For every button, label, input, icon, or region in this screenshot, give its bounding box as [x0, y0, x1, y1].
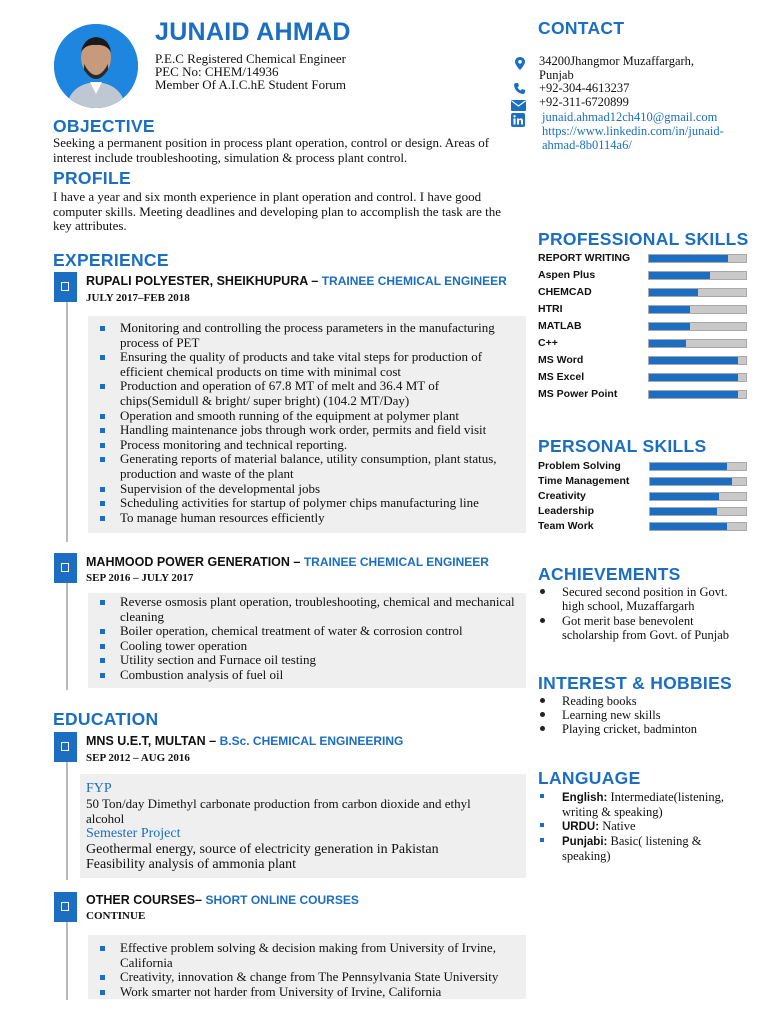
phone-2[interactable]: +92-311-6720899	[539, 95, 629, 109]
skill-name: Aspen Plus	[538, 269, 596, 281]
job-2-title: MAHMOOD POWER GENERATION – TRAINEE CHEMICAL ENGINEER	[86, 555, 489, 569]
professional-skill-row	[538, 303, 748, 320]
skill-bar-track	[648, 305, 747, 314]
skill-name: Problem Solving	[538, 460, 621, 472]
education-heading: EDUCATION	[53, 709, 159, 729]
list-item: Ensuring the quality of products and take vital steps for production of efficient chemical products on time with minimal cost	[92, 350, 516, 379]
list-item: Cooling tower operation	[92, 639, 516, 654]
skill-bar-fill	[650, 508, 717, 515]
list-item: Secured second position in Govt. high school, Muzaffargarh	[538, 585, 743, 613]
skill-bar-track	[648, 254, 747, 263]
education-details-panel	[80, 774, 526, 878]
list-item: Supervision of the developmental jobs	[92, 482, 516, 497]
list-item: Operation and smooth running of the equipment at polymer plant	[92, 409, 516, 424]
objective-heading: OBJECTIVE	[53, 116, 155, 136]
professional-skill-row	[538, 354, 748, 371]
profile-heading: PROFILE	[53, 168, 131, 188]
personal-skills-heading: PERSONAL SKILLS	[538, 436, 707, 456]
skill-bar-fill	[649, 255, 728, 262]
list-item: Punjabi: Basic( listening & speaking)	[538, 834, 738, 863]
skill-bar-track	[649, 462, 747, 471]
header-line-membership: Member Of A.I.C.hE Student Forum	[155, 77, 347, 92]
job-2-duties-list	[88, 593, 526, 683]
skill-name: Leadership	[538, 505, 595, 517]
linkedin-url-line[interactable]: ahmad-8b0114a6/	[542, 137, 632, 152]
job-2-dates: SEP 2016 – JULY 2017	[86, 572, 194, 584]
list-item: Generating reports of material balance, utility consumption, plant status, production and waste of the plant	[92, 452, 516, 481]
job-1-dates: JULY 2017–FEB 2018	[86, 292, 190, 304]
courses-panel	[88, 935, 526, 999]
job-1-duties-list	[88, 316, 526, 525]
experience-heading: EXPERIENCE	[53, 250, 169, 270]
job-1-title: RUPALI POLYESTER, SHEIKHUPURA – TRAINEE CHEMICAL ENGINEER	[86, 274, 507, 288]
professional-skill-row	[538, 388, 748, 405]
list-item: URDU: Native	[538, 819, 738, 834]
objective-text: Seeking a permanent position in process plant operation, control or design. Areas of interest include troubleshooting, simulation & process plant control.	[53, 135, 490, 165]
skill-bar-fill	[649, 340, 686, 347]
interests-heading: INTEREST & HOBBIES	[538, 673, 733, 693]
list-item: Process monitoring and technical reporting.	[92, 438, 516, 453]
skill-bar-fill	[649, 272, 710, 279]
professional-skill-row	[538, 371, 748, 388]
list-item: Utility section and Furnace oil testing	[92, 653, 516, 668]
address	[539, 55, 694, 82]
timeline-line	[66, 762, 68, 880]
linkedin-icon	[511, 113, 525, 127]
professional-skill-row	[538, 320, 748, 337]
skill-name: CHEMCAD	[538, 286, 592, 298]
phone-icon	[514, 83, 525, 94]
list-item: Reading books	[538, 694, 743, 708]
job-1-duties-panel	[88, 316, 526, 533]
skill-name: REPORT WRITING	[538, 252, 631, 264]
professional-skill-row	[538, 252, 748, 269]
fyp-text: 50 Ton/day Dimethyl carbonate production from carbon dioxide and ethyl alcohol	[86, 796, 471, 826]
skill-bar-track	[648, 322, 747, 331]
skill-bar-track	[648, 271, 747, 280]
linkedin-url-line[interactable]: https://www.linkedin.com/in/junaid-	[542, 124, 724, 138]
phone-1[interactable]: +92-304-4613237	[539, 81, 630, 95]
skill-bar-fill	[650, 523, 727, 530]
personal-skill-row	[538, 520, 748, 537]
briefcase-icon	[54, 272, 77, 302]
professional-skill-row	[538, 337, 748, 354]
list-item: English: Intermediate(listening, writing & speaking)	[538, 790, 738, 819]
email-icon	[511, 100, 526, 111]
education-title: MNS U.E.T, MULTAN – B.Sc. CHEMICAL ENGINEERING	[86, 734, 404, 748]
list-item: Effective problem solving & decision making from University of Irvine, California	[92, 941, 516, 970]
list-item: Combustion analysis of fuel oil	[92, 668, 516, 683]
list-item: Creativity, innovation & change from The Pennsylvania State University	[92, 970, 516, 985]
header-line-pec-registration: P.E.C Registered Chemical Engineer	[155, 51, 346, 66]
skill-bar-fill	[649, 306, 690, 313]
profile-text: I have a year and six month experience in plant operation and control. I have good computer skills. Meeting deadlines and developing plan to accomplish the task are the key attributes.	[53, 189, 502, 233]
skill-bar-fill	[649, 323, 690, 330]
language-heading: LANGUAGE	[538, 768, 641, 788]
candidate-name: JUNAID AHMAD	[155, 18, 351, 46]
skill-name: Time Management	[538, 475, 630, 487]
profile-photo	[54, 24, 138, 108]
professional-skills-heading: PROFESSIONAL SKILLS	[538, 229, 749, 249]
language-list	[538, 790, 738, 863]
list-item: Scheduling activities for startup of polymer chips manufacturing line	[92, 496, 516, 511]
skill-bar-fill	[649, 374, 738, 381]
courses-status: CONTINUE	[86, 910, 146, 922]
skill-bar-track	[649, 522, 747, 531]
list-item: To manage human resources efficiently	[92, 511, 516, 526]
email-link[interactable]: junaid.ahmad12ch410@gmail.com	[542, 110, 718, 124]
list-item: Monitoring and controlling the process parameters in the manufacturing process of PET	[92, 321, 516, 350]
skill-bar-fill	[649, 391, 738, 398]
courses-title: OTHER COURSES– SHORT ONLINE COURSES	[86, 893, 359, 907]
list-item: Work smarter not harder from University of Irvine, California	[92, 985, 516, 1000]
certificate-icon	[54, 892, 77, 922]
list-item: Production and operation of 67.8 MT of melt and 36.4 MT of chips(Semidull & bright/ super bright) (104.2 MT/Day)	[92, 379, 516, 408]
timeline-line	[66, 922, 68, 1000]
skill-bar-track	[648, 288, 747, 297]
skill-name: MS Excel	[538, 371, 585, 383]
skill-bar-track	[649, 492, 747, 501]
professional-skill-row	[538, 286, 748, 303]
semester-project-line: Feasibility analysis of ammonia plant	[86, 857, 296, 872]
job-2-duties-panel	[88, 593, 526, 688]
professional-skill-row	[538, 269, 748, 286]
skill-bar-track	[648, 339, 747, 348]
briefcase-icon	[54, 553, 77, 583]
fyp-label: FYP	[86, 781, 112, 796]
skill-name: Team Work	[538, 520, 594, 532]
graduation-icon	[54, 732, 77, 762]
linkedin-link[interactable]	[542, 125, 724, 152]
skill-name: HTRI	[538, 303, 563, 315]
skill-bar-track	[648, 373, 747, 382]
skill-name: MATLAB	[538, 320, 582, 332]
skill-name: MS Power Point	[538, 388, 618, 400]
list-item: Reverse osmosis plant operation, troubleshooting, chemical and mechanical cleaning	[92, 595, 516, 624]
address-line: 34200Jhangmor Muzaffargarh,	[539, 54, 695, 68]
skill-name: Creativity	[538, 490, 586, 502]
courses-list	[88, 935, 526, 999]
skill-bar-track	[648, 356, 747, 365]
person-silhouette-icon	[54, 24, 138, 108]
list-item: Learning new skills	[538, 708, 743, 722]
timeline-line	[66, 300, 68, 542]
skill-bar-fill	[649, 357, 738, 364]
skill-name: C++	[538, 337, 558, 349]
list-item: Got merit base benevolent scholarship from Govt. of Punjab	[538, 614, 743, 642]
skill-bar-track	[649, 477, 747, 486]
skill-bar-fill	[649, 289, 698, 296]
list-item: Playing cricket, badminton	[538, 722, 743, 736]
list-item: Handling maintenance jobs through work order, permits and field visit	[92, 423, 516, 438]
skill-bar-fill	[650, 463, 727, 470]
skill-bar-fill	[650, 478, 732, 485]
skill-bar-track	[649, 507, 747, 516]
skill-bar-track	[648, 390, 747, 399]
interests-list	[538, 694, 743, 736]
skill-bar-fill	[650, 493, 719, 500]
header-line-pec-number: PEC No: CHEM/14936	[155, 64, 279, 79]
skill-name: MS Word	[538, 354, 584, 366]
semester-project-line: Geothermal energy, source of electricity generation in Pakistan	[86, 842, 439, 857]
contact-heading: CONTACT	[538, 18, 625, 38]
semester-project-label: Semester Project	[86, 826, 181, 841]
address-line: Punjab	[539, 67, 574, 82]
achievements-heading: ACHIEVEMENTS	[538, 564, 681, 584]
location-icon	[515, 57, 525, 70]
timeline-line	[66, 582, 68, 690]
education-dates: SEP 2012 – AUG 2016	[86, 752, 190, 764]
list-item: Boiler operation, chemical treatment of water & corrosion control	[92, 624, 516, 639]
achievements-list	[538, 585, 743, 642]
